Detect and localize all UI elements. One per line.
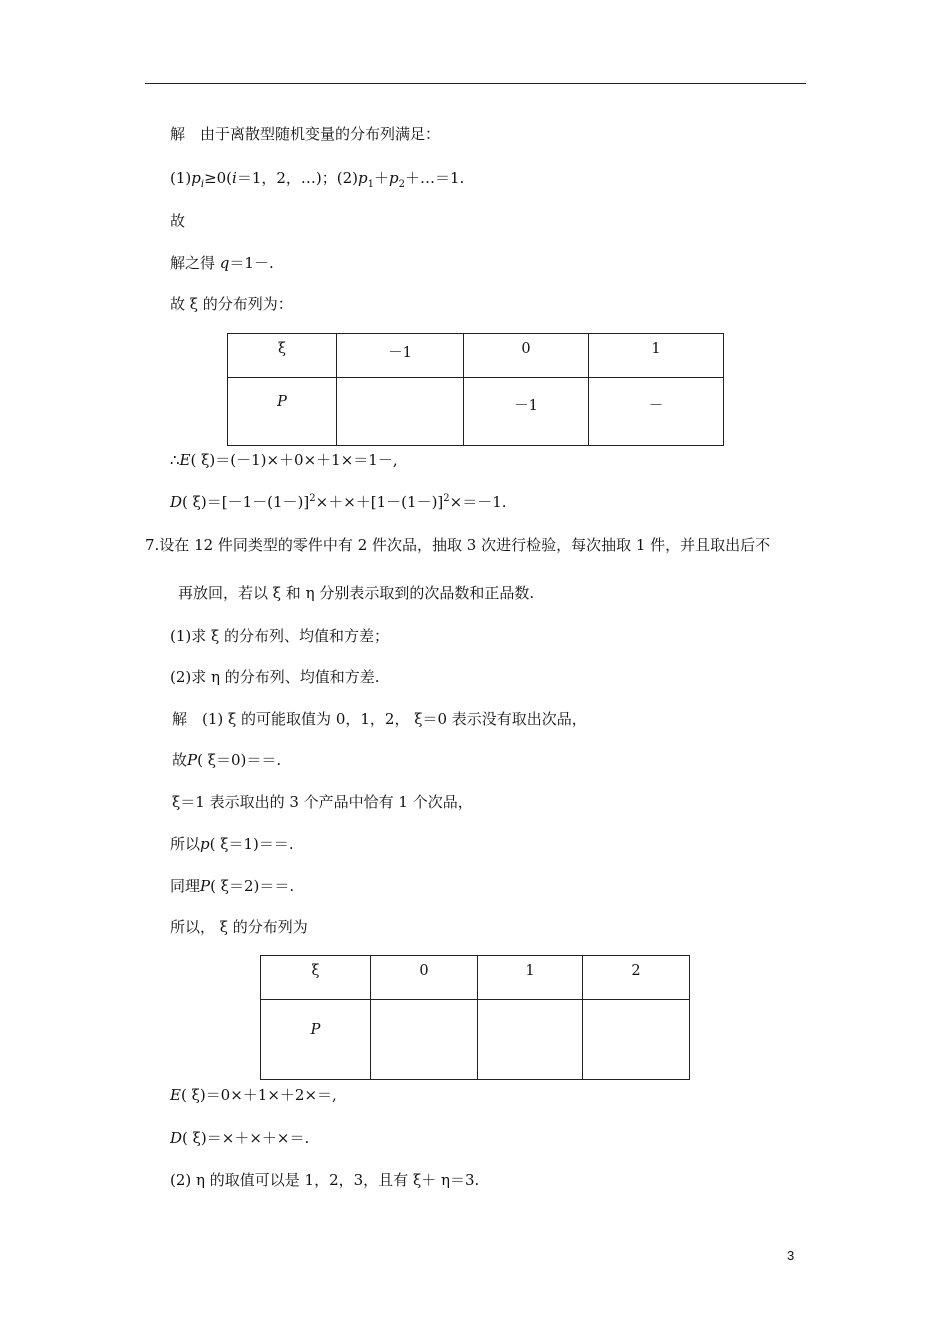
page-number: 3 <box>787 1248 795 1263</box>
q7-part2: (2)求 η 的分布列、均值和方差. <box>170 668 380 686</box>
table2-cell-1 <box>371 1000 478 1080</box>
table1-cell-1 <box>337 378 464 446</box>
table1-header-c3: 1 <box>589 334 724 378</box>
table2-header-c1: 0 <box>371 956 478 1000</box>
q7-statement-line1: 7.设在 12 件同类型的零件中有 2 件次品，抽取 3 次进行检验，每次抽取 1 件，并且取出后不 <box>145 536 771 554</box>
table1-row-p: P <box>228 378 337 446</box>
sol6-line3: 故 <box>170 212 186 230</box>
q7-solution-line6: 所以， ξ 的分布列为 <box>170 918 308 936</box>
q7-solution-p0: 故P( ξ＝0)＝＝. <box>172 751 282 769</box>
table2-header-xi: ξ <box>261 956 371 1000</box>
table2-cell-2 <box>478 1000 583 1080</box>
sol6-expectation: ∴E( ξ)＝(－1)×＋0×＋1×＝1－, <box>170 451 398 469</box>
table1-cell-3: － <box>589 378 724 446</box>
table1-header-c2: 0 <box>464 334 589 378</box>
q7-solution-line1: 解 (1) ξ 的可能取值为 0，1，2， ξ＝0 表示没有取出次品， <box>172 710 587 728</box>
table2-header-c2: 1 <box>478 956 583 1000</box>
q7-part1: (1)求 ξ 的分布列、均值和方差； <box>170 627 390 645</box>
sol6-line1: 解 由于离散型随机变量的分布列满足： <box>170 125 441 143</box>
q7-part2-solution: (2) η 的取值可以是 1，2，3，且有 ξ＋ η＝3. <box>170 1171 480 1189</box>
table1-header-c1: －1 <box>337 334 464 378</box>
sol6-line2: $(1)p_i\ge 0(i=1$，2，…)；$(2)p_1+p_2+\dots=1$. <box>170 169 465 190</box>
q7-expectation: E( ξ)＝0×＋1×＋2×＝, <box>170 1086 337 1104</box>
q7-solution-line3: ξ＝1 表示取出的 3 个产品中恰有 1 个次品， <box>172 793 473 811</box>
sol6-variance: D( $\xi)=[-1-(1-)]^2\times+\times+[1-(1-)]^2\times=-1$. <box>170 493 507 511</box>
q7-solution-p1: 所以p( ξ＝1)＝＝. <box>170 835 294 853</box>
header-rule <box>145 83 806 84</box>
sol6-line5: 故 ξ 的分布列为： <box>170 295 293 313</box>
distribution-table-2 <box>260 955 690 1080</box>
distribution-table-1 <box>227 333 724 446</box>
table2-row-p: P <box>261 1000 371 1080</box>
sol6-line4: 解之得 q＝1－. <box>170 254 274 272</box>
q7-solution-p2: 同理P( ξ＝2)＝＝. <box>170 877 295 895</box>
table2-cell-3 <box>583 1000 690 1080</box>
table2-header-c3: 2 <box>583 956 690 1000</box>
q7-variance: D( ξ)＝×＋×＋×＝. <box>170 1129 310 1147</box>
q7-statement-line2: 再放回，若以 ξ 和 η 分别表示取到的次品数和正品数. <box>178 584 535 602</box>
table1-cell-2: －1 <box>464 378 589 446</box>
table1-header-xi: ξ <box>228 334 337 378</box>
